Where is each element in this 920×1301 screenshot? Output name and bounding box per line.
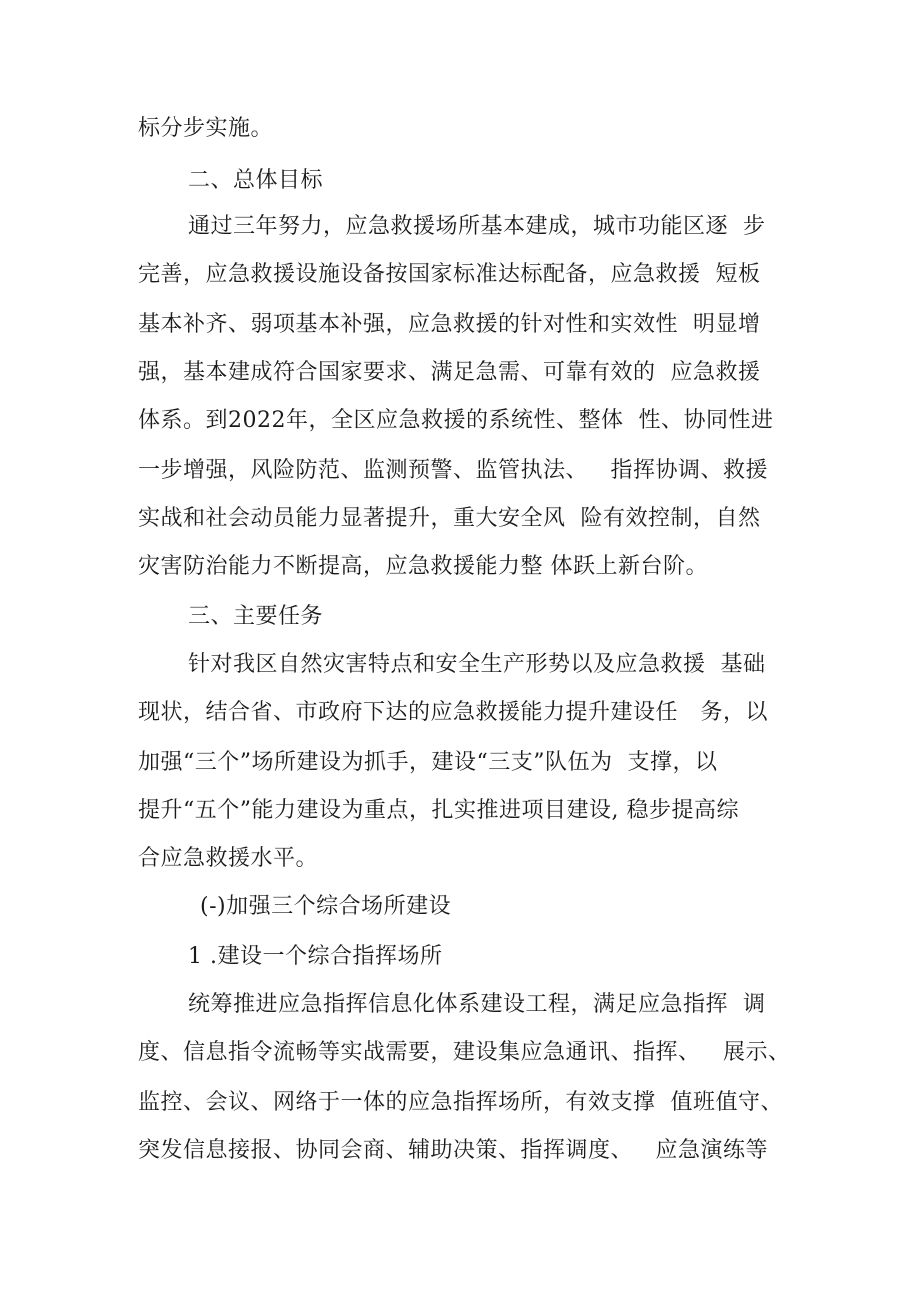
text-line: 提升“五个”能力建设为重点，扎实推进项目建设, 稳步提高综 — [138, 798, 739, 823]
text-line: 体系。到2022年，全区应急救援的系统性、整体 性、协同性进 — [138, 408, 774, 433]
item-heading: 1 .建设一个综合指挥场所 — [188, 944, 443, 969]
text-line: 合应急救援水平。 — [138, 846, 319, 871]
text-line: 一步增强，风险防范、监测预警、监管执法、 指挥协调、救援 — [138, 458, 768, 483]
subsection-heading: (-)加强三个综合场所建设 — [200, 894, 452, 919]
text-line: 灾害防治能力不断提高，应急救援能力整 体跃上新台阶。 — [138, 554, 708, 579]
text-line: 现状，结合省、市政府下达的应急救援能力提升建设任 务，以 — [138, 700, 768, 725]
section-heading: 二、总体目标 — [188, 168, 324, 193]
text-line: 基本补齐、弱项基本补强，应急救援的针对性和实效性 明显增 — [138, 312, 761, 337]
text-line: 完善，应急救援设施设备按国家标准达标配备，应急救援 短板 — [138, 262, 761, 287]
section-heading: 三、主要任务 — [188, 604, 324, 629]
text-line: 突发信息接报、协同会商、辅助决策、指挥调度、 应急演练等 — [138, 1138, 768, 1163]
text-line: 统筹推进应急指挥信息化体系建设工程，满足应急指挥 调 — [188, 992, 766, 1017]
text-line: 强，基本建成符合国家要求、满足急需、可靠有效的 应急救援 — [138, 360, 761, 385]
text-line: 实战和社会动员能力显著提升，重大安全风 险有效控制，自然 — [138, 506, 761, 531]
text-line: 标分步实施。 — [138, 116, 274, 141]
text-line: 度、信息指令流畅等实战需要，建设集应急通讯、指挥、 展示、 — [138, 1040, 791, 1065]
text-line: 针对我区自然灾害特点和安全生产形势以及应急救援 基础 — [188, 652, 766, 677]
text-line: 监控、会议、网络于一体的应急指挥场所，有效支撑 值班值守、 — [138, 1090, 783, 1115]
text-line: 通过三年努力，应急救援场所基本建成，城市功能区逐 步 — [188, 214, 766, 239]
text-line: 加强“三个”场所建设为抓手，建设“三支”队伍为 支撑，以 — [138, 750, 718, 775]
